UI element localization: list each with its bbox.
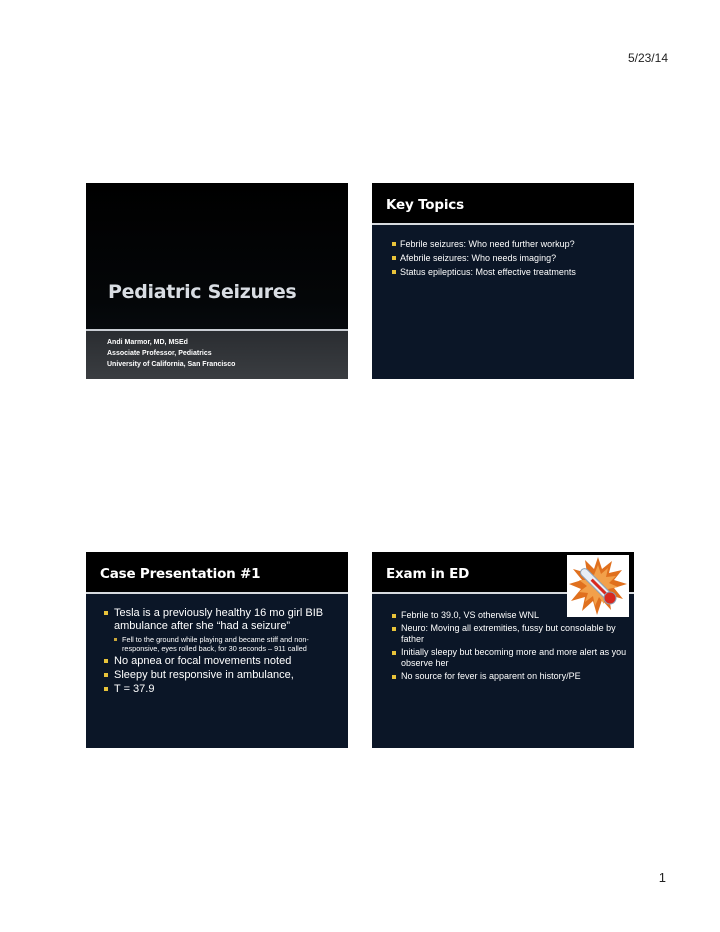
list-item: Sleepy but responsive in ambulance, (104, 669, 344, 682)
bullet-icon (392, 270, 396, 274)
byline-block (86, 331, 348, 379)
bullet-icon (114, 638, 117, 641)
bullet-list (104, 607, 344, 697)
author-position: Associate Professor, Pediatrics (107, 350, 212, 357)
bullet-icon (392, 675, 396, 679)
author-institution: University of California, San Francisco (107, 361, 236, 368)
slide-heading: Exam in ED (386, 566, 470, 582)
author-name: Andi Marmor, MD, MSEd (107, 339, 188, 346)
list-item: Status epilepticus: Most effective treatments (392, 265, 624, 279)
presentation-title: Pediatric Seizures (108, 281, 297, 303)
bullet-icon (104, 659, 108, 663)
thermometer-icon (567, 555, 629, 617)
header-divider (86, 592, 348, 594)
bullet-list (392, 237, 624, 279)
bullet-icon (392, 242, 396, 246)
list-item: Initially sleepy but becoming more and more alert as you observe her (392, 647, 628, 670)
list-item: T = 37.9 (104, 683, 344, 696)
list-item: Neuro: Moving all extremities, fussy but consolable by father (392, 623, 628, 646)
slide-heading: Case Presentation #1 (100, 566, 261, 582)
bullet-icon (104, 673, 108, 677)
slide-heading: Key Topics (386, 197, 464, 213)
list-item: No apnea or focal movements noted (104, 655, 344, 668)
bullet-list (392, 610, 628, 683)
page-number: 1 (658, 870, 666, 885)
bullet-icon (104, 687, 108, 691)
page-date: 5/23/14 (627, 51, 668, 65)
bullet-icon (104, 611, 108, 615)
header-divider (372, 223, 634, 225)
slide-exam-in-ed (372, 552, 634, 748)
bullet-icon (392, 614, 396, 618)
bullet-icon (392, 627, 396, 631)
list-item: No source for fever is apparent on history/PE (392, 671, 628, 683)
sub-list-item: Fell to the ground while playing and became stiff and non-responsive, eyes rolled back, for 30 seconds – 911 called (104, 635, 344, 653)
bullet-icon (392, 651, 396, 655)
list-item: Febrile to 39.0, VS otherwise WNL (392, 610, 628, 622)
list-item: Tesla is a previously healthy 16 mo girl BIB ambulance after she “had a seizure” (104, 607, 344, 633)
list-item: Afebrile seizures: Who needs imaging? (392, 251, 624, 265)
slide-case-presentation (86, 552, 348, 748)
slide-key-topics (372, 183, 634, 379)
list-item: Febrile seizures: Who need further workup? (392, 237, 624, 251)
slide-title (86, 183, 348, 379)
bullet-icon (392, 256, 396, 260)
